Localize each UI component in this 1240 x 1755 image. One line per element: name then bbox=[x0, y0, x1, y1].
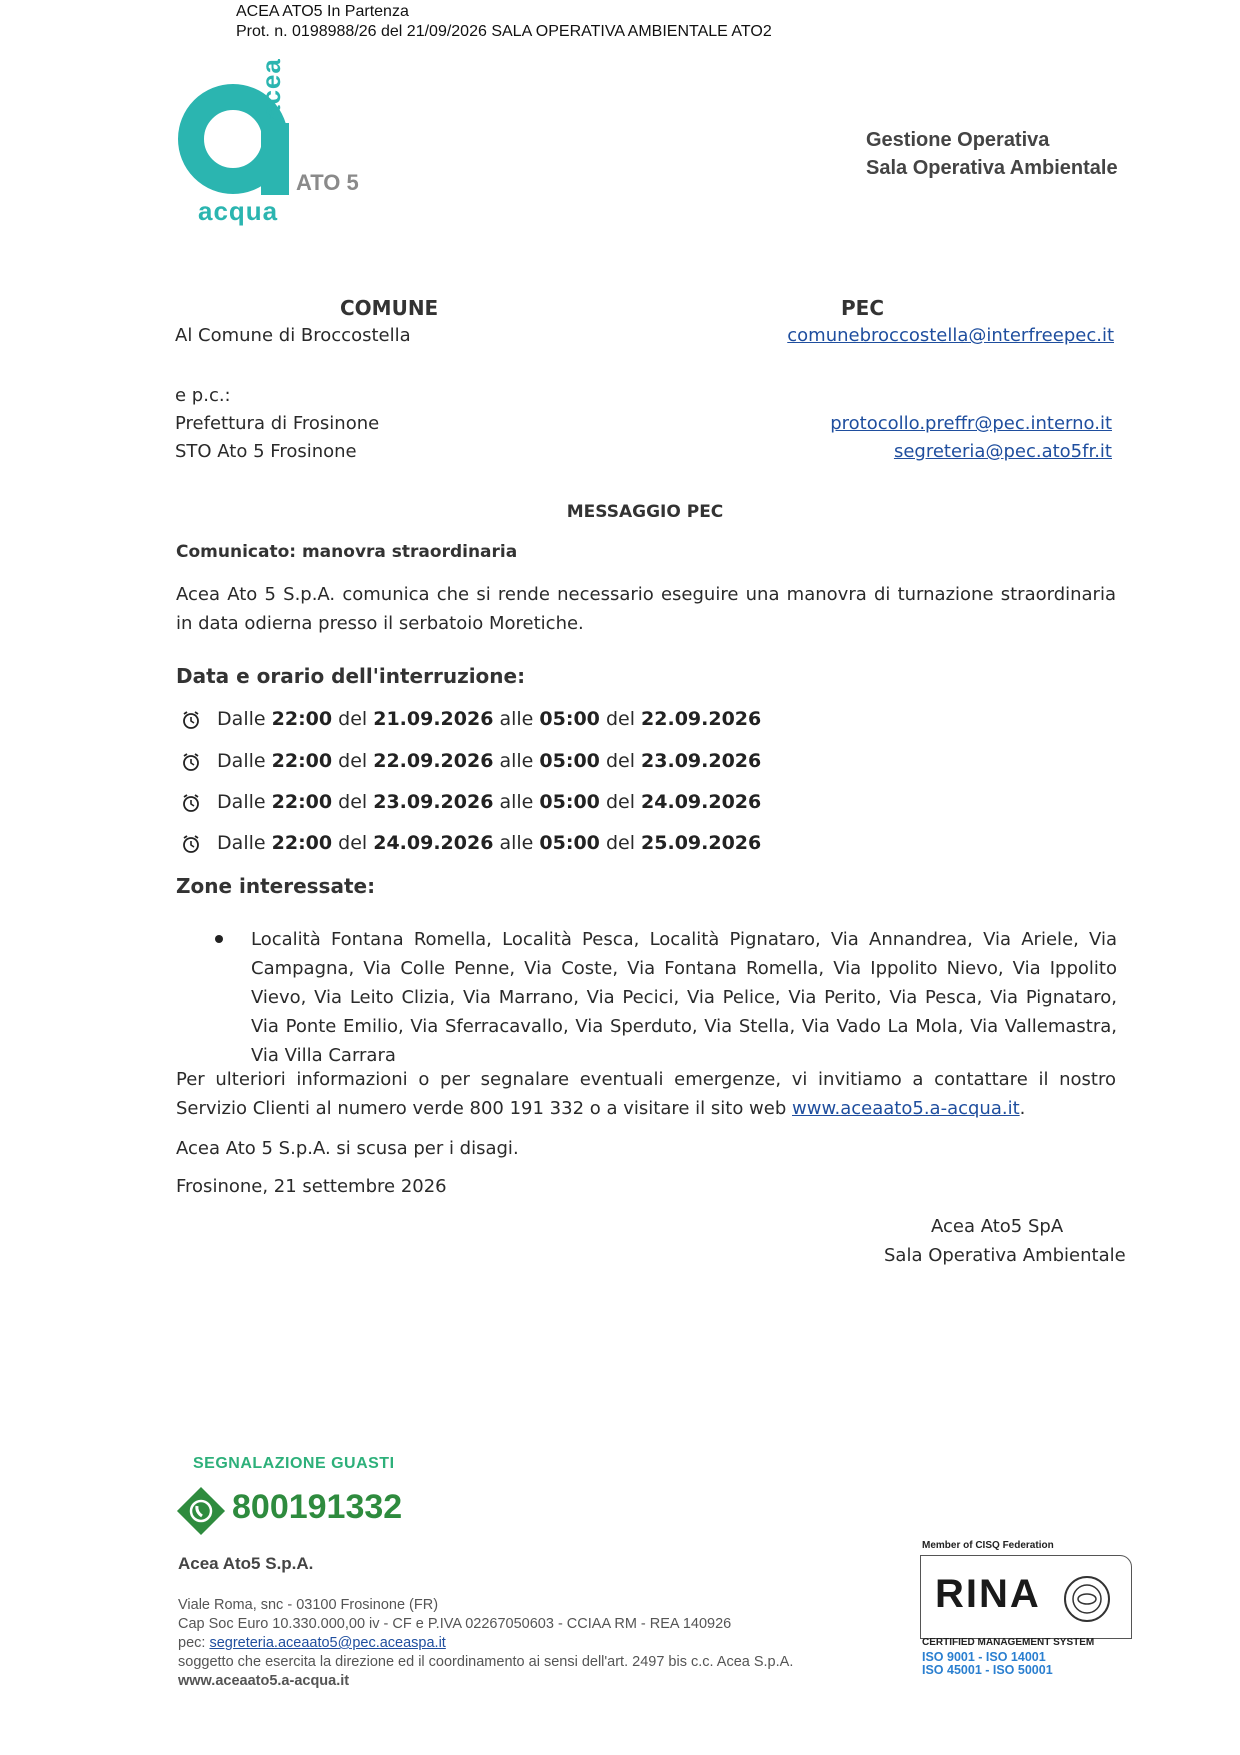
website-link[interactable]: www.aceaato5.a-acqua.it bbox=[792, 1098, 1020, 1119]
apology-line: Acea Ato 5 S.p.A. si scusa per i disagi. bbox=[176, 1138, 519, 1159]
certified-system-text: CERTIFIED MANAGEMENT SYSTEM bbox=[922, 1637, 1095, 1648]
date: 22.09.2026 bbox=[641, 708, 762, 730]
word: del bbox=[605, 750, 635, 772]
department-header bbox=[866, 126, 1118, 182]
iso-line1: ISO 9001 - ISO 14001 bbox=[922, 1650, 1046, 1664]
word: del bbox=[605, 708, 635, 730]
schedule-row bbox=[181, 707, 761, 731]
logo-ato5-text: ATO 5 bbox=[296, 170, 359, 195]
cc1-name: Prefettura di Frosinone bbox=[175, 413, 380, 434]
signature-line2: Sala Operativa Ambientale bbox=[884, 1245, 1126, 1266]
intro-paragraph: Acea Ato 5 S.p.A. comunica che si rende necessario eseguire una manovra di turnazione straordinaria in data odierna presso il serbatoio Moretiche. bbox=[176, 584, 1116, 634]
time: 05:00 bbox=[539, 791, 600, 813]
logo-acea-text: acea bbox=[256, 58, 286, 120]
cc2-pec-link[interactable]: segreteria@pec.ato5fr.it bbox=[893, 441, 1112, 462]
bullet-marker bbox=[215, 935, 223, 943]
word: alle bbox=[499, 791, 534, 813]
cc-label: e p.c.: bbox=[175, 385, 231, 406]
schedule-row bbox=[181, 790, 761, 814]
time: 05:00 bbox=[539, 750, 600, 772]
place-date: Frosinone, 21 settembre 2026 bbox=[176, 1176, 447, 1197]
iqnet-seal-icon bbox=[1062, 1574, 1112, 1624]
word: Dalle bbox=[217, 832, 266, 854]
logo-acqua-text: acqua bbox=[198, 196, 279, 226]
word: Dalle bbox=[217, 708, 266, 730]
word: del bbox=[338, 832, 368, 854]
date: 21.09.2026 bbox=[373, 708, 494, 730]
iso-certifications bbox=[922, 1651, 1053, 1677]
word: del bbox=[338, 708, 368, 730]
comune-pec-link[interactable]: comunebroccostella@interfreepec.it bbox=[787, 325, 1114, 346]
word: del bbox=[605, 832, 635, 854]
footer-address: Viale Roma, snc - 03100 Frosinone (FR) bbox=[178, 1597, 439, 1613]
zones-heading: Zone interessate: bbox=[176, 874, 376, 898]
cisq-member-text: Member of CISQ Federation bbox=[922, 1540, 1054, 1551]
department-line1: Gestione Operativa bbox=[866, 129, 1050, 151]
footer-pec-link[interactable]: segreteria.aceaato5@pec.aceaspa.it bbox=[209, 1635, 446, 1651]
alarm-clock-icon bbox=[181, 710, 201, 730]
time: 22:00 bbox=[271, 791, 333, 813]
time: 05:00 bbox=[539, 832, 600, 854]
comune-name: Al Comune di Broccostella bbox=[175, 325, 411, 346]
signature-line1: Acea Ato5 SpA bbox=[931, 1216, 1064, 1237]
time: 22:00 bbox=[271, 750, 333, 772]
word: Dalle bbox=[217, 791, 266, 813]
footer-capital: Cap Soc Euro 10.330.000,00 iv - CF e P.IVA 02267050603 - CCIAA RM - REA 140926 bbox=[178, 1616, 732, 1632]
zones-list: Località Fontana Romella, Località Pesca, Località Pignataro, Via Annandrea, Via Ariele, Via Campagna, Via Colle Penne, Via Coste, Via Fontana Romella, Via Ippolito Nievo, Via Ippolito Vievo, Via Leito Clizia, Via Marrano, Via Pecici, Via Pelice, Via Perito, Via Pesca, Via Pignataro, Via Ponte Emilio, Via Sferracavallo, Via Sperduto, Via Stella, Via Vado La Mola, Via Vallemastra, Via Villa Carrara bbox=[251, 929, 1117, 1066]
date: 25.09.2026 bbox=[641, 832, 762, 854]
footer-company: Acea Ato5 S.p.A. bbox=[178, 1554, 314, 1573]
comune-heading: COMUNE bbox=[340, 296, 439, 320]
footer-direction: soggetto che esercita la direzione ed il coordinamento ai sensi dell'art. 2497 bis c.c. Acea S.p.A. bbox=[178, 1654, 794, 1670]
info-text-a: Per ulteriori informazioni o per segnalare eventuali emergenze, vi invitiamo a contattare il nostro Servizio Clienti al numero verde 800 191 332 o a visitare il sito web bbox=[176, 1069, 1116, 1119]
rina-logo-text: RINA bbox=[935, 1572, 1041, 1616]
department-line2: Sala Operativa Ambientale bbox=[866, 157, 1118, 179]
alarm-clock-icon bbox=[181, 752, 201, 772]
date: 23.09.2026 bbox=[641, 750, 762, 772]
date: 24.09.2026 bbox=[641, 791, 762, 813]
info-paragraph bbox=[176, 1065, 1116, 1123]
cc2-name: STO Ato 5 Frosinone bbox=[175, 441, 357, 462]
protocol-stamp-line2: Prot. n. 0198988/26 del 21/09/2026 SALA OPERATIVA AMBIENTALE ATO2 bbox=[236, 23, 772, 40]
time: 22:00 bbox=[271, 708, 333, 730]
iso-line2: ISO 45001 - ISO 50001 bbox=[922, 1663, 1053, 1677]
time: 22:00 bbox=[271, 832, 333, 854]
word: alle bbox=[499, 750, 534, 772]
word: Dalle bbox=[217, 750, 266, 772]
word: alle bbox=[499, 832, 534, 854]
pec-heading: PEC bbox=[841, 296, 884, 320]
word: del bbox=[338, 750, 368, 772]
date: 22.09.2026 bbox=[373, 750, 494, 772]
guasti-title: SEGNALAZIONE GUASTI bbox=[193, 1455, 395, 1472]
footer-pec-line bbox=[178, 1634, 446, 1653]
info-text-b: . bbox=[1019, 1098, 1026, 1119]
schedule-row bbox=[181, 831, 761, 855]
subject-line: Comunicato: manovra straordinaria bbox=[176, 542, 518, 562]
time: 05:00 bbox=[539, 708, 600, 730]
word: del bbox=[338, 791, 368, 813]
guasti-number: 800191332 bbox=[232, 1488, 403, 1526]
date: 23.09.2026 bbox=[373, 791, 494, 813]
alarm-clock-icon bbox=[181, 834, 201, 854]
cc1-pec-link[interactable]: protocollo.preffr@pec.interno.it bbox=[830, 413, 1112, 434]
schedule-heading: Data e orario dell'interruzione: bbox=[176, 664, 526, 688]
word: alle bbox=[499, 708, 534, 730]
date: 24.09.2026 bbox=[373, 832, 494, 854]
footer-web: www.aceaato5.a-acqua.it bbox=[178, 1673, 350, 1689]
message-title: MESSAGGIO PEC bbox=[566, 502, 724, 522]
protocol-stamp-line1: ACEA ATO5 In Partenza bbox=[236, 3, 409, 20]
schedule-row bbox=[181, 749, 761, 773]
phone-icon bbox=[176, 1486, 226, 1536]
word: del bbox=[605, 791, 635, 813]
alarm-clock-icon bbox=[181, 793, 201, 813]
footer-pec-label: pec: bbox=[178, 1635, 210, 1651]
